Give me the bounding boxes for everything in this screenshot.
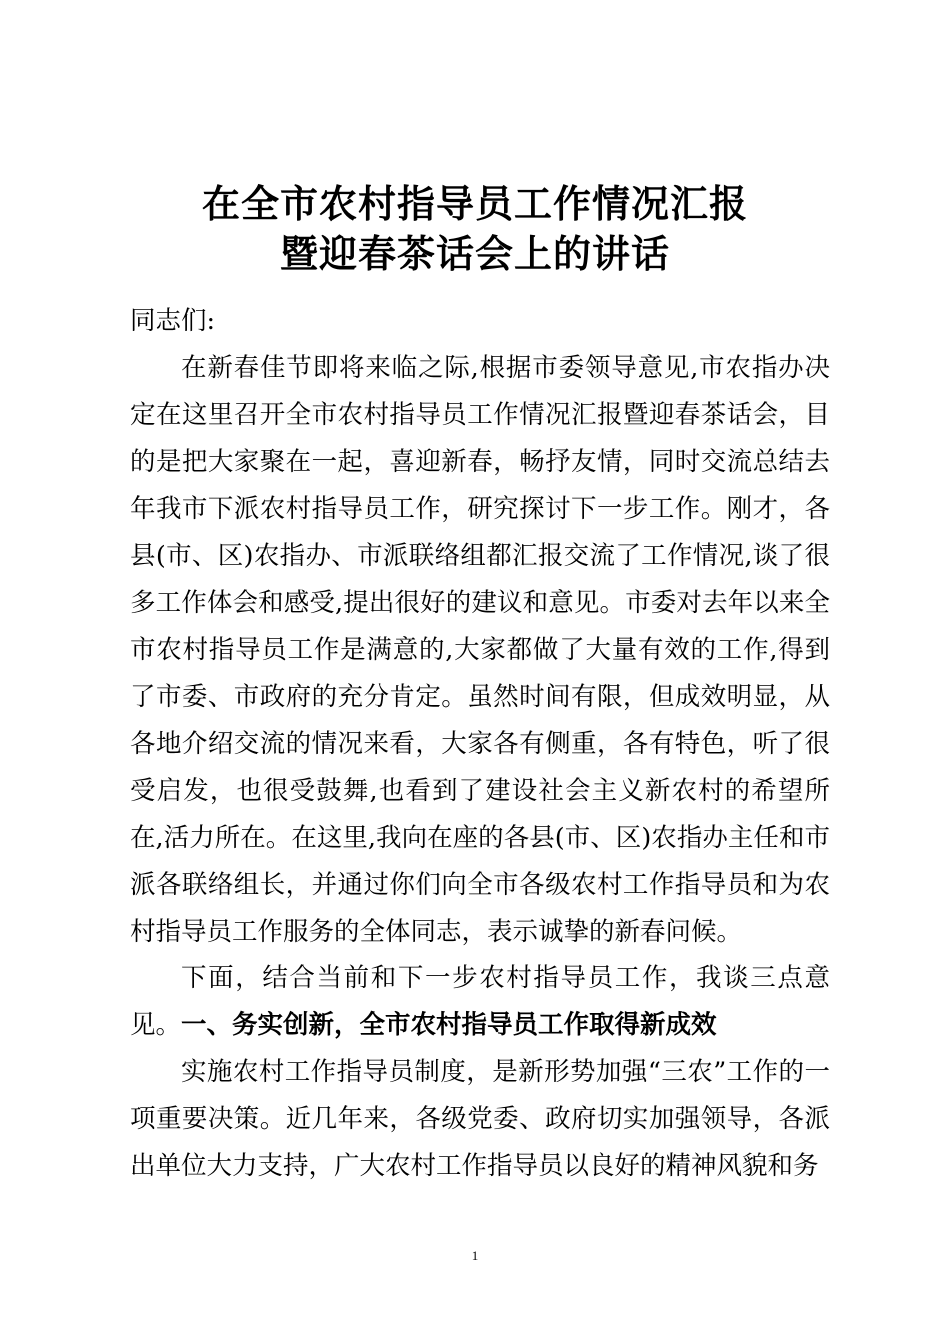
- paragraph-section-1: 实施农村工作指导员制度，是新形势加强“三农”工作的一项重要决策。近几年来，各级党委、政府切实加强领导，各派出单位大力支持，广大农村工作指导员以良好的精神风貌和务: [130, 1057, 830, 1181]
- paragraph-opening: 在新春佳节即将来临之际,根据市委领导意见,市农指办决定在这里召开全市农村指导员工作情况汇报暨迎春茶话会，目的是把大家聚在一起，喜迎新春，畅抒友情，同时交流总结去年我市下派农村指导员工作，研究探讨下一步工作。刚才，各县(市、区)农指办、市派联络组都汇报交流了工作情况,谈了很多工作体会和感受,提出很好的建议和意见。市委对去年以来全市农村指导员工作是满意的,大家都做了大量有效的工作,得到了市委、市政府的充分肯定。虽然时间有限，但成效明显，从各地介绍交流的情况来看，大家各有侧重，各有特色，听了很受启发，也很受鼓舞,也看到了建设社会主义新农村的希望所在,活力所在。在这里,我向在座的各县(市、区)农指办主任和市派各联络组长，并通过你们向全市各级农村工作指导员和为农村指导员工作服务的全体同志，表示诚挚的新春问候。: [130, 353, 830, 947]
- document-title-line-2: 暨迎春茶话会上的讲话: [279, 232, 670, 276]
- paragraph-transition: 下面，结合当前和下一步农村指导员工作，我谈三点意见。: [130, 963, 830, 1040]
- page-number: 1: [471, 1248, 479, 1263]
- section-heading-1: 一、务实创新，全市农村指导员工作取得新成效: [181, 1010, 717, 1040]
- document-title-line-1: 在全市农村指导员工作情况汇报: [201, 182, 748, 226]
- salutation: 同志们:: [130, 306, 216, 336]
